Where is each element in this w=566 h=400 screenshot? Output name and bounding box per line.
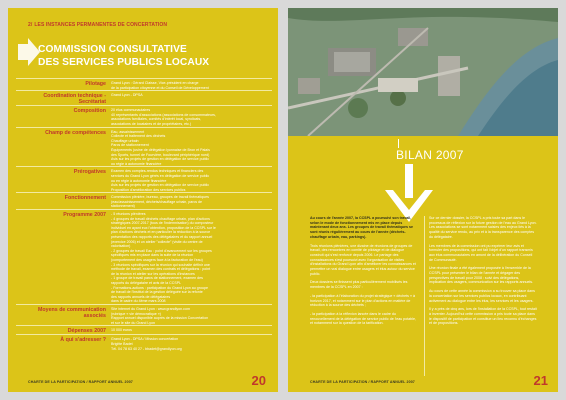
row-line: - 5 réunions plénières (111, 212, 146, 217)
section-label-text: LES INSTANCES PERMANENTES DE CONCERTATION (34, 22, 168, 28)
page-number: 21 (533, 373, 548, 388)
row-body (111, 167, 272, 192)
row-line: de travail de l'Institut de la gestion déléguée sur la refonte (111, 290, 203, 295)
table-row (16, 192, 272, 209)
row-line: stationnement) (111, 204, 135, 209)
row-body (111, 79, 272, 90)
row-body (111, 106, 272, 126)
column-divider (424, 216, 425, 376)
page-title (38, 43, 268, 69)
row-body (111, 210, 272, 304)
section-number: 2/ (28, 22, 33, 28)
bilan-word: BILAN (396, 148, 433, 162)
bilan-heading (396, 148, 464, 162)
paragraph: Trois réunions plénières, une dizaine de réunions de groupes de travail, des rencontres en comité de pilotage et de dialogue construit qui s'est renforcé depuis 2006. Le partage des connaissances s'est poursuivi avec l'organisation de visites d'installations du Grand Lyon afin d'améliorer les connaissances et permettre un vrai dialogue entre usagers et élus autour du service public. (310, 243, 416, 276)
row-line: - 2 groupes de travail Eau : point d'avancement sur les groupes (111, 248, 212, 253)
row-line: (rubrique « vie démocratique ») (111, 311, 161, 316)
row-label: Champ de compétences (45, 129, 106, 136)
paragraph: Au cours de cette année la commission a su trouver sa place dans la concertation sur les services publics locaux, en contribuant activement au dialogue entre les élus, les services et les usagers. (429, 289, 535, 303)
row-line: - 4 groupes de travail déchets chauffage urbain, plan d'actions (111, 216, 210, 221)
row-line: de la réunion et atelier sur les opérations d'instances (111, 271, 195, 276)
row-line: méthode de travail, examen des contrats et délégations : point (111, 267, 211, 272)
table-row (16, 334, 272, 351)
paragraph: Les membres de la commission ont pu exprimer leur avis et formuler des propositions, qui ont fait l'objet d'un rapport transmis aux élus communautaires en amont de la délibération du Conseil de Communauté. (429, 243, 533, 262)
row-line: Rapport annuel disponible auprès de la mission Concertation (111, 316, 209, 321)
row-line: (comportement des usagers face à la facturation de l'eau) (111, 258, 203, 262)
row-line: (eau/assainissement, déchets/chauffage urbain, parcs de (111, 199, 203, 204)
row-body (111, 335, 272, 351)
aerial-photo (288, 8, 558, 136)
row-line: Brigitte Badet (111, 341, 133, 346)
row-line: - Formations-actions : participation du Grand Lyon au groupe (111, 285, 208, 290)
row-line: Commission plénière, bureau, groupes de travail thématiques (111, 195, 209, 200)
paragraph: Sur ce dernier dossier, la CCSPL a pris toute sa part dans le processus de réflexion sur la future gestion de l'eau au Grand Lyon. Les associations se sont notamment saisies des enjeux liés à la qualité du service rendu, au prix et à la transparence des comptes du délégataire. (429, 216, 537, 239)
row-label: Prérogatives (73, 169, 106, 176)
left-page (8, 8, 278, 392)
row-line: présentation des rapports des délégataires et du rapport annuel (111, 235, 213, 240)
row-line: dans le cadre du 4ème mars 2008 (111, 299, 166, 304)
right-page (288, 8, 558, 392)
text-column-right (429, 216, 537, 330)
row-line: de la participation citoyenne et du Conseil de Développement (111, 85, 209, 90)
section-label (28, 22, 167, 28)
row-line: Chauffage urbain (111, 138, 139, 143)
paragraph: Il y a près de cinq ans, lors de l'installation de la CCSPL, tout restait à inventer. Aujourd'hui cette commission a pris toute sa place dans le dispositif de participation et constitue un lieu reconnu d'échanges et de propositions. (429, 307, 537, 326)
row-line: stratégiques 2007-2017 (tous de l'indemnisation) du composteur (111, 221, 214, 226)
paragraph: Une réunion finale a été également proposée à l'ensemble de la CCSPL pour présenter le bilan de l'année et dégager des perspectives de travail pour 2008 : suivi des délégations, implication des usagers, communication sur les rapports annuels. (429, 266, 534, 285)
row-line: Grand Lyon - DPSA (111, 93, 143, 98)
row-line: rapports du délégataire et avis de la CCSPL (111, 280, 182, 285)
text-column-left (310, 216, 418, 330)
table-row (16, 166, 272, 192)
table-row (16, 325, 272, 334)
row-line: ou en régie à autonomie financière (111, 178, 167, 183)
row-line: Site internet du Grand Lyon : www.grandlyon.com (111, 306, 190, 311)
table-row (16, 209, 272, 304)
row-line: spécifiques mis en place dans la suite de la réunion (111, 253, 194, 258)
bilan-rule (398, 139, 399, 148)
paragraph: Deux dossiers se finissent plus particulièrement mobilisés les membres de la CCSPL en 2007 : (310, 280, 408, 290)
row-line: associations de locataires et de propriétaires, etc.) (111, 121, 192, 126)
row-line: 40 représentants d'associations (associations de consommateurs, (111, 112, 216, 117)
row-line: - 1 groupe de travail parcs de stationnement, examen des (111, 276, 203, 281)
row-line: Avis sur les projets de gestion en délégation de service public (111, 183, 210, 188)
row-line: 10 000 euros (111, 328, 132, 333)
row-body (111, 128, 272, 167)
page-number: 20 (251, 373, 266, 388)
row-label: Composition (73, 108, 106, 115)
row-line: Parcs de stationnement (111, 143, 149, 148)
row-line: des rapports annuels de délégataires (111, 294, 171, 299)
paragraph: - la participation à l'élaboration du projet stratégique « déchets » à horizon 2017, et notamment sur le plan d'actions en matière de réduction à la source des déchets ; (310, 293, 415, 308)
page-footer: CHARTE DE LA PARTICIPATION / RAPPORT ANNUEL 2007 (28, 380, 133, 384)
row-line: (exercice 2006) et un atelier "collecte" (visite du centre de (111, 239, 203, 244)
row-line: individuel en ayant eux l'obtention, proposition de la CCSPL sur le (111, 225, 216, 230)
row-line: Avis sur les projets de gestion en délégation de service public (111, 157, 210, 162)
row-line: Équipements (usine de délégation lyonnaise de Bron et Palais (111, 147, 210, 152)
row-line: Tél. 04 78 63 40 27 - bbadet@grandlyon.org (111, 346, 182, 351)
row-line: 20 élus communautaires (111, 108, 151, 113)
row-body (111, 193, 272, 209)
row-label: Pilotage (85, 81, 106, 87)
row-line: Eau, assainissement (111, 129, 145, 134)
row-label: Programme 2007 (63, 212, 106, 219)
title-line-2: DES SERVICES PUBLICS LOCAUX (38, 57, 210, 68)
info-table (16, 78, 272, 351)
arrow-right-icon (18, 38, 40, 66)
table-row (16, 304, 272, 325)
row-body (111, 326, 272, 334)
row-line: Examen des comptes-rendus techniques et financiers des (111, 169, 204, 174)
row-line: des Sports, tunnel de Fourvière, boulevard périphérique nord) (111, 152, 210, 157)
arrow-down-icon (385, 164, 433, 224)
row-line: plan d'actions déchets et en particulier la réduction à la source (111, 230, 211, 235)
row-line: - 3 réunions spécifiques sur la réunion qui souhaite définir une (111, 262, 210, 267)
table-row (16, 105, 272, 126)
page-footer: CHARTE DE LA PARTICIPATION / RAPPORT ANNUEL 2007 (310, 380, 415, 384)
paragraph: - la participation à la réflexion lancée dans le cadre du renouvellement de la délégation de service public de l'eau potable, et notamment sur la question de la tarification. (310, 311, 416, 326)
title-line-1: COMMISSION CONSULTATIVE (38, 44, 187, 55)
row-label: Coordination technique - Secrétariat (43, 93, 106, 106)
row-label: À qui s'adresser ? (60, 337, 106, 344)
row-body (111, 305, 272, 325)
row-line: Collecte et traitement des déchets (111, 134, 166, 139)
bilan-year: 2007 (435, 148, 464, 162)
table-row (16, 127, 272, 167)
row-label: Dépenses 2007 (67, 328, 106, 335)
row-line: associations familiales, comités d'intérêt local, syndicats, (111, 117, 202, 122)
table-row (16, 90, 272, 105)
row-line: et sur le site du Grand Lyon (111, 320, 156, 325)
row-line: ou régie à autonomie financière (111, 161, 162, 166)
row-line: Grand Lyon - DPSA / Mission concertation (111, 337, 179, 342)
row-label: Fonctionnement (64, 195, 106, 202)
row-line: valorisation) (111, 244, 131, 249)
row-label: Moyens de communication associés (38, 306, 106, 319)
row-line: Grand Lyon : Gérard Claisse, Vice-président en charge (111, 81, 199, 85)
row-line: services du Grand Lyon gérés en délégation de service public (111, 173, 210, 178)
row-line: Proposition d'amélioration des services publics (111, 187, 186, 192)
row-body (111, 91, 272, 105)
table-row (16, 78, 272, 90)
paragraph: Au cours de l'année 2007, la CCSPL a poursuivi son travail, selon le mode de fonctionnement mis en place depuis maintenant deux ans. Les groupes de travail thématiques se sont réunis régulièrement au cours de l'année (déchets-chauffage urbain, eau, parkings). (310, 216, 414, 239)
